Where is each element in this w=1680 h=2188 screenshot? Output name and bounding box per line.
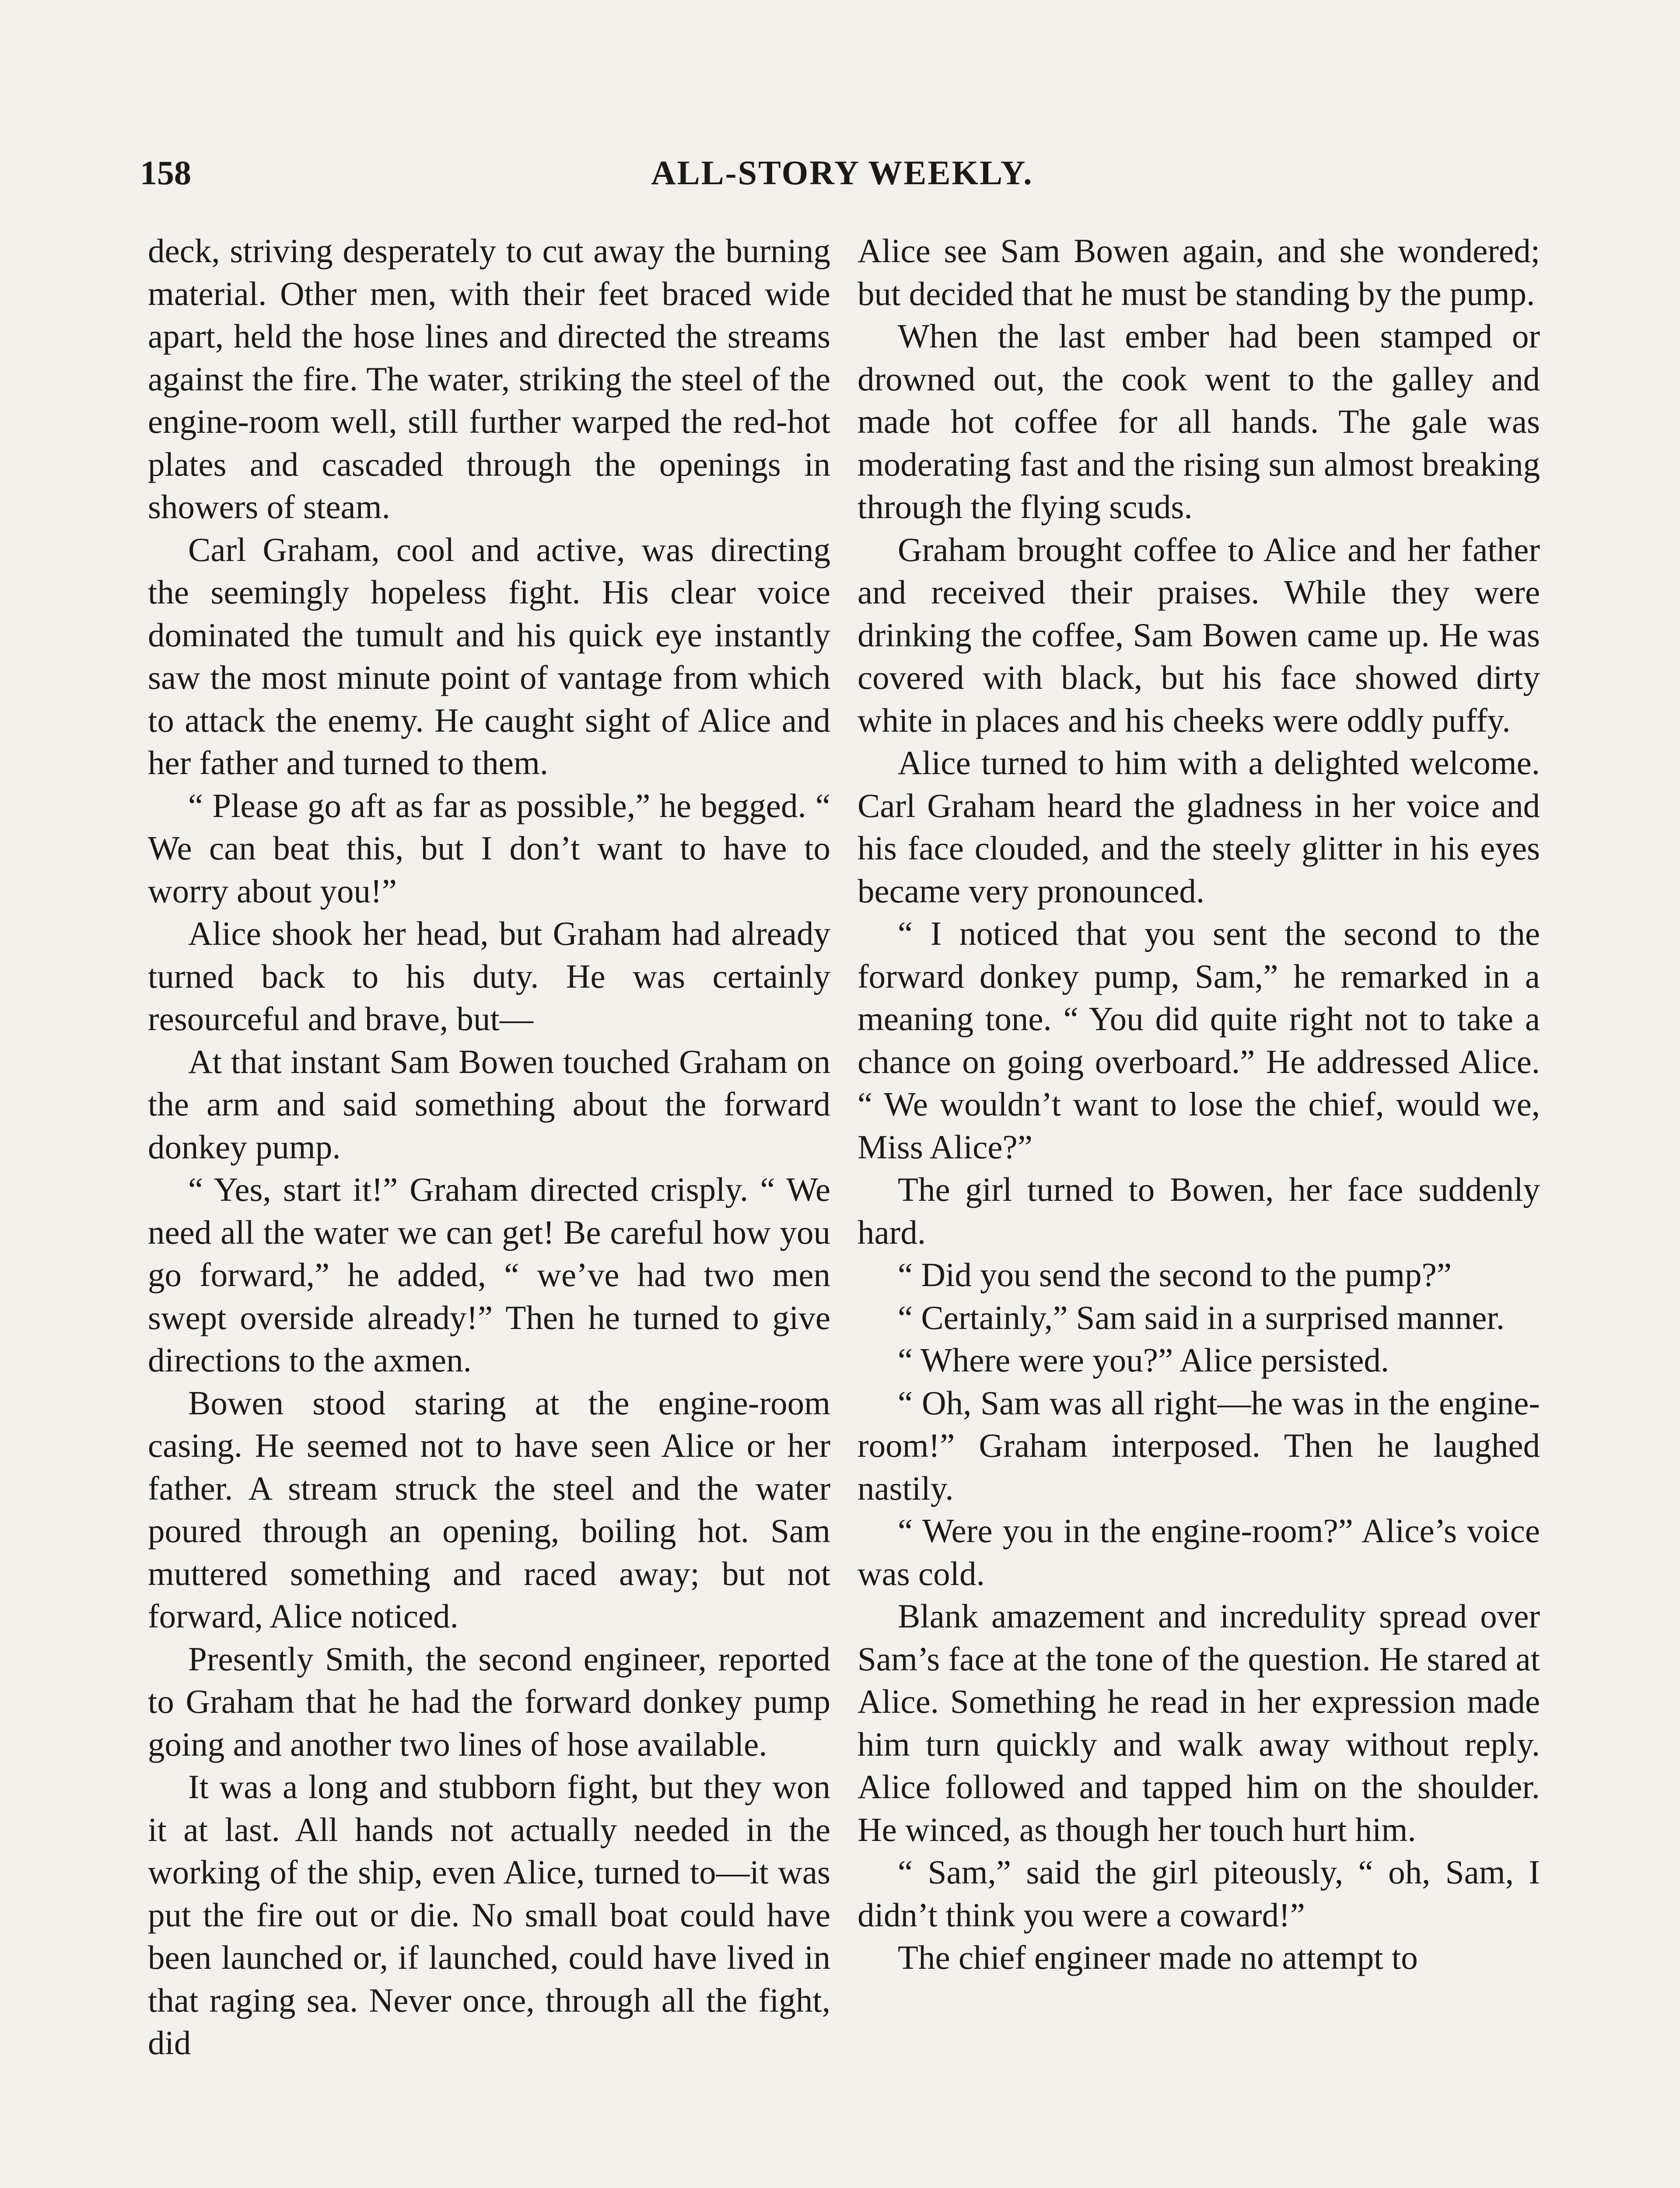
paragraph: “ Please go aft as far as possible,” he begged. “ We can beat this, but I don’t want to have to worry about you!” bbox=[148, 786, 830, 910]
paragraph: “ Sam,” said the girl piteously, “ oh, Sam, I didn’t think you were a coward!” bbox=[858, 1853, 1540, 1934]
paragraph: Alice shook her head, but Graham had already turned back to his duty. He was certainly resourceful and brave, but— bbox=[148, 915, 830, 1038]
paragraph: Alice see Sam Bowen again, and she wondered; but decided that he must be standing by the pump. bbox=[858, 232, 1540, 312]
paragraph: Alice turned to him with a delighted welcome. Carl Graham heard the gladness in her voice and his face clouded, and the steely glitter in his eyes became very pronounced. bbox=[858, 744, 1540, 910]
paragraph: “ Were you in the engine-room?” Alice’s voice was cold. bbox=[858, 1512, 1540, 1592]
paragraph: When the last ember had been stamped or drowned out, the cook went to the galley and made hot coffee for all hands. The gale was moderating fast and the rising sun almost breaking through the flying scuds. bbox=[858, 317, 1540, 526]
paragraph: Graham brought coffee to Alice and her father and received their praises. While they were drinking the coffee, Sam Bowen came up. He was covered with black, but his face showed dirty white in places and his cheeks were oddly puffy. bbox=[858, 530, 1540, 739]
paragraph: Carl Graham, cool and active, was directing the seemingly hopeless fight. His clear voice dominated the tumult and his quick eye instantly saw the most minute point of vantage from which to attack the enemy. He caught sight of Alice and her father and turned to them. bbox=[148, 530, 830, 782]
paragraph: “ Certainly,” Sam said in a surprised manner. bbox=[898, 1298, 1505, 1336]
running-head: ALL-STORY WEEKLY. bbox=[651, 154, 1033, 192]
paragraph: Bowen stood staring at the engine-room casing. He seemed not to have seen Alice or her father. A stream struck the steel and the water poured through an opening, boiling hot. Sam muttered something and raced away; but not forward, Alice noticed. bbox=[148, 1384, 830, 1635]
paragraph: Blank amazement and incredulity spread over Sam’s face at the tone of the question. He stared at Alice. Something he read in her expression made him turn quickly and walk away without reply. Alice followed and tapped him on the shoulder. He winced, as though her touch hurt him. bbox=[858, 1597, 1540, 1848]
paragraph: Presently Smith, the second engineer, reported to Graham that he had the forward donkey pump going and another two lines of hose available. bbox=[148, 1640, 830, 1763]
page-number: 158 bbox=[140, 154, 191, 192]
paragraph: “ I noticed that you sent the second to the forward donkey pump, Sam,” he remarked in a meaning tone. “ You did quite right not to take a chance on going overboard.” He addressed Alice. “ We wouldn’t want to lose the chief, would we, Miss Alice?” bbox=[858, 915, 1540, 1166]
left-column bbox=[148, 230, 830, 2188]
right-column bbox=[858, 230, 1540, 2188]
paragraph: The chief engineer made no attempt to bbox=[898, 1939, 1418, 1976]
paragraph: It was a long and stubborn fight, but they won it at last. All hands not actually needed in the working of the ship, even Alice, turned to—it was put the fire out or die. No small boat could have been launched or, if launched, could have lived in that raging sea. Never once, through all the fight, did bbox=[148, 1768, 830, 2062]
paragraph: deck, striving desperately to cut away the burning material. Other men, with their feet braced wide apart, held the hose lines and directed the streams against the fire. The water, striking the steel of the engine-room well, still further warped the red-hot plates and cascaded through the openings in showers of steam. bbox=[148, 232, 830, 526]
paragraph: “ Did you send the second to the pump?” bbox=[898, 1256, 1452, 1294]
page-header bbox=[140, 144, 1544, 201]
paragraph: “ Oh, Sam was all right—he was in the engine-room!” Graham interposed. Then he laughed nastily. bbox=[858, 1384, 1540, 1507]
paragraph: “ Yes, start it!” Graham directed crisply. “ We need all the water we can get! Be careful how you go forward,” he added, “ we’ve had two men swept overside already!” Then he turned to give directions to the axmen. bbox=[148, 1171, 830, 1379]
paragraph: The girl turned to Bowen, her face suddenly hard. bbox=[858, 1171, 1540, 1251]
paragraph: At that instant Sam Bowen touched Graham on the arm and said something about the forward donkey pump. bbox=[148, 1042, 830, 1166]
paragraph: “ Where were you?” Alice persisted. bbox=[898, 1341, 1390, 1379]
